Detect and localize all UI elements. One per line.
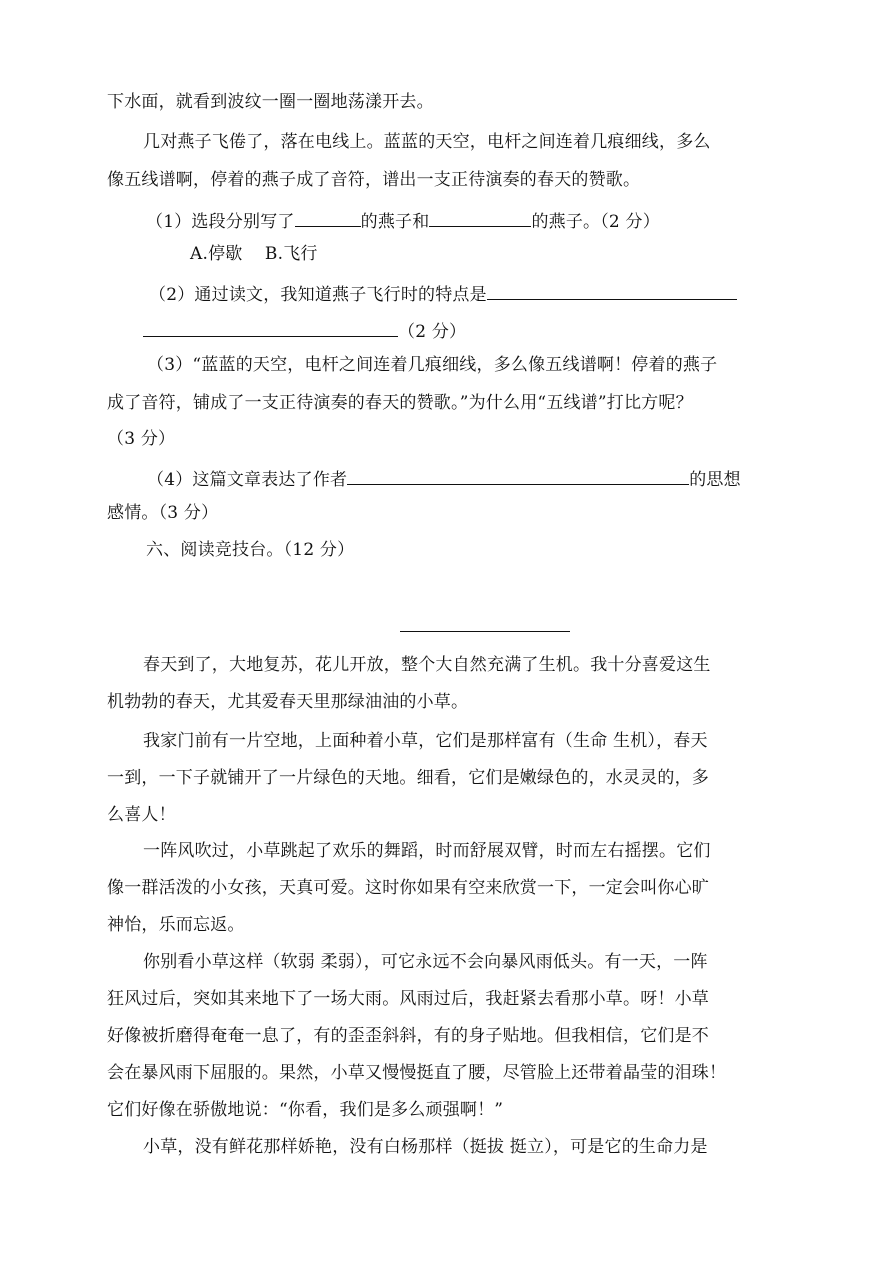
passage-b-line: 它们好像在骄傲地说：“你看，我们是多么顽强啊！” [107,1100,504,1120]
title-blank[interactable] [400,631,570,632]
question-3-line: （3）“蓝蓝的天空，电杆之间连着几痕细线，多么像五线谱啊！停着的燕子 [147,355,718,375]
passage-b-line: 会在暴风雨下屈服的。果然，小草又慢慢挺直了腰，尽管脸上还带着晶莹的泪珠！ [107,1063,727,1083]
question-3-line: 成了音符，铺成了一支正待演奏的春天的赞歌。”为什么用“五线谱”打比方呢？ [107,393,693,413]
section-6-heading: 六、阅读竞技台。（12 分） [146,540,355,560]
question-2 [149,283,737,304]
answer-blank-2a[interactable] [487,283,737,300]
question-1-text: （1）选段分别写了 [146,212,295,232]
passage-a-line: 下水面，就看到波纹一圈一圈地荡漾开去。 [107,92,434,112]
question-1-options: A.停歇 B.飞行 [190,244,318,264]
passage-a-line: 像五线谱啊，停着的燕子成了音符，谱出一支正待演奏的春天的赞歌。 [107,170,641,190]
passage-b-line: 我家门前有一片空地，上面种着小草，它们是那样富有（生命 生机），春天 [143,731,708,751]
passage-b-line: 小草，没有鲜花那样娇艳，没有白杨那样（挺拔 挺立），可是它的生命力是 [143,1137,708,1157]
question-4-text: 的思想 [689,470,741,490]
passage-b-line: 一到，一下子就铺开了一片绿色的天地。细看，它们是嫩绿色的，水灵灵的，多 [107,768,709,788]
question-1 [146,210,660,231]
question-2-line2 [143,320,466,341]
answer-blank-4[interactable] [347,468,689,485]
passage-b-line: 你别看小草这样（软弱 柔弱），可它永远不会向暴风雨低头。有一天，一阵 [143,952,708,972]
passage-b-line: 一阵风吹过，小草跳起了欢乐的舞蹈，时而舒展双臂，时而左右摇摆。它们 [143,841,711,861]
passage-a-line: 几对燕子飞倦了，落在电线上。蓝蓝的天空，电杆之间连着几痕细线，多么 [143,132,711,152]
passage-b-line: 么喜人！ [107,805,176,825]
question-2-score: （2 分） [398,322,467,342]
question-4 [147,468,741,489]
question-4-score: 感情。（3 分） [107,503,219,523]
passage-b-line: 好像被折磨得奄奄一息了，有的歪歪斜斜，有的身子贴地。但我相信，它们是不 [107,1026,709,1046]
question-2-text: （2）通过读文，我知道燕子飞行时的特点是 [149,285,487,305]
passage-b-line: 狂风过后，突如其来地下了一场大雨。风雨过后，我赶紧去看那小草。呀！小草 [107,989,709,1009]
answer-blank-1a[interactable] [295,210,361,227]
answer-blank-1b[interactable] [429,210,531,227]
passage-b-line: 机勃勃的春天，尤其爱春天里那绿油油的小草。 [107,692,469,712]
question-1-score: 的燕子。（2 分） [531,212,660,232]
answer-blank-2b[interactable] [143,320,398,337]
question-4-text: （4）这篇文章表达了作者 [147,470,348,490]
question-1-text: 的燕子和 [360,212,430,232]
passage-b-line: 神怡，乐而忘返。 [107,915,245,935]
passage-b-line: 春天到了，大地复苏，花儿开放，整个大自然充满了生机。我十分喜爱这生 [143,655,711,675]
passage-b-line: 像一群活泼的小女孩，天真可爱。这时你如果有空来欣赏一下，一定会叫你心旷 [107,878,709,898]
question-3-score: （3 分） [107,429,176,449]
